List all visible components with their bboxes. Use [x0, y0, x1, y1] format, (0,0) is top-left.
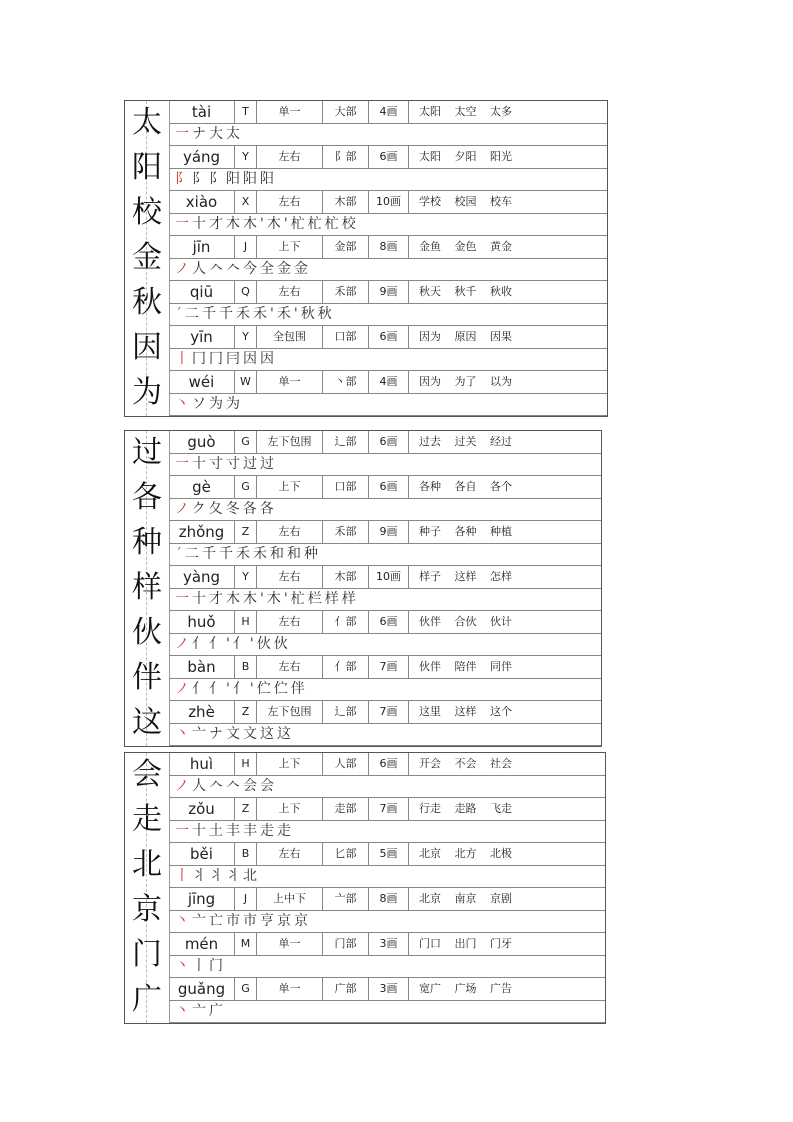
stroke-order-sequence: ノク夂冬各各 [175, 501, 277, 517]
initial-letter-cell: Y [235, 566, 257, 588]
stroke-order-sequence: 一十寸寸过过 [175, 456, 277, 472]
pinyin-cell: tài [169, 101, 235, 123]
pinyin-cell: huǒ [169, 611, 235, 633]
stroke-order-sequence: ノ人𠆢𠆢今全金金 [175, 261, 311, 277]
info-row [169, 521, 601, 544]
large-character: 伴 [132, 660, 162, 695]
stroke-count-cell: 9画 [369, 281, 409, 303]
structure-cell: 上中下 [257, 888, 323, 910]
initial-letter-cell: J [235, 236, 257, 258]
stroke-count-cell: 6画 [369, 753, 409, 775]
stroke-count-cell: 4画 [369, 371, 409, 393]
stroke-order-sequence: 一十才木木'木'杧杧杧校 [175, 216, 359, 232]
stroke-count-cell: 4画 [369, 101, 409, 123]
pinyin-cell: yàng [169, 566, 235, 588]
large-character: 广 [132, 982, 162, 1017]
structure-cell: 全包围 [257, 326, 323, 348]
large-character: 校 [132, 195, 162, 230]
stroke-order-sequence: 一ナ大太 [175, 126, 243, 142]
structure-cell: 左右 [257, 656, 323, 678]
structure-cell: 左右 [257, 611, 323, 633]
character-table-2 [124, 430, 602, 747]
stroke-count-cell: 6画 [369, 431, 409, 453]
radical-cell: 辶部 [323, 701, 369, 723]
radical-cell: 口部 [323, 476, 369, 498]
radical-cell: 大部 [323, 101, 369, 123]
pinyin-cell: jīng [169, 888, 235, 910]
pinyin-cell: guò [169, 431, 235, 453]
initial-letter-cell: Z [235, 701, 257, 723]
large-character: 金 [132, 240, 162, 275]
stroke-order-sequence: 丨丬丬丬北 [175, 868, 260, 884]
structure-cell: 左右 [257, 191, 323, 213]
radical-cell: 门部 [323, 933, 369, 955]
initial-letter-cell: G [235, 476, 257, 498]
structure-cell: 单一 [257, 933, 323, 955]
character-entry [125, 521, 601, 566]
stroke-order-sequence: 丨冂冂冃因因 [175, 351, 277, 367]
stroke-order-sequence: 一十才木木'木'杧栏样样 [175, 591, 359, 607]
initial-letter-cell: Q [235, 281, 257, 303]
stroke-order-row [169, 723, 601, 746]
character-entry [125, 888, 605, 933]
stroke-order-sequence: 丶亠广 [175, 1003, 226, 1019]
stroke-order-sequence: 丶ソ为为 [175, 396, 243, 412]
pinyin-cell: gè [169, 476, 235, 498]
radical-cell: 辶部 [323, 431, 369, 453]
structure-cell: 左右 [257, 146, 323, 168]
stroke-order-row [169, 678, 601, 701]
pinyin-cell: yáng [169, 146, 235, 168]
large-character: 种 [132, 525, 162, 560]
radical-cell: 木部 [323, 191, 369, 213]
example-words-cell: 样子 这样 怎样 [419, 570, 512, 583]
radical-cell: 匕部 [323, 843, 369, 865]
stroke-order-row [169, 820, 605, 843]
info-row [169, 326, 607, 349]
stroke-order-sequence: 丶亠亡市市亨京京 [175, 913, 311, 929]
structure-cell: 左右 [257, 521, 323, 543]
stroke-count-cell: 10画 [369, 191, 409, 213]
info-row [169, 933, 605, 956]
radical-cell: 亠部 [323, 888, 369, 910]
structure-cell: 上下 [257, 476, 323, 498]
character-entry [125, 978, 605, 1023]
radical-cell: 丶部 [323, 371, 369, 393]
large-character: 伙 [132, 615, 162, 650]
info-row [169, 656, 601, 679]
pinyin-cell: xiào [169, 191, 235, 213]
large-character: 为 [132, 375, 162, 410]
stroke-order-sequence: ノ亻亻'亻'伙伙 [175, 636, 291, 652]
structure-cell: 左下包围 [257, 701, 323, 723]
large-character: 各 [132, 480, 162, 515]
initial-letter-cell: M [235, 933, 257, 955]
stroke-order-row [169, 453, 601, 476]
pinyin-cell: běi [169, 843, 235, 865]
character-entry [125, 701, 601, 746]
stroke-order-sequence: 阝阝阝阳阳阳 [175, 171, 277, 187]
initial-letter-cell: G [235, 431, 257, 453]
character-entry [125, 191, 607, 236]
radical-cell: 禾部 [323, 281, 369, 303]
stroke-order-row [169, 775, 605, 798]
stroke-order-row [169, 393, 607, 416]
character-entry [125, 431, 601, 476]
stroke-order-row [169, 498, 601, 521]
initial-letter-cell: B [235, 656, 257, 678]
stroke-count-cell: 6画 [369, 476, 409, 498]
info-row [169, 566, 601, 589]
structure-cell: 单一 [257, 371, 323, 393]
example-words-cell: 学校 校园 校车 [419, 195, 512, 208]
stroke-count-cell: 6画 [369, 611, 409, 633]
character-entry [125, 476, 601, 521]
large-character: 阳 [132, 150, 162, 185]
stroke-order-row [169, 123, 607, 146]
example-words-cell: 各种 各自 各个 [419, 480, 512, 493]
initial-letter-cell: J [235, 888, 257, 910]
character-entry [125, 753, 605, 798]
stroke-order-row [169, 633, 601, 656]
stroke-order-row [169, 1000, 605, 1023]
example-words-cell: 因为 原因 因果 [419, 330, 512, 343]
character-table-3 [124, 752, 606, 1024]
character-entry [125, 611, 601, 656]
stroke-count-cell: 8画 [369, 888, 409, 910]
large-character: 京 [132, 892, 162, 927]
large-character: 门 [132, 937, 162, 972]
stroke-count-cell: 3画 [369, 978, 409, 1000]
stroke-order-sequence: ノ亻亻'亻'伫伫伴 [175, 681, 308, 697]
stroke-count-cell: 6画 [369, 146, 409, 168]
example-words-cell: 北京 北方 北极 [419, 847, 512, 860]
info-row [169, 281, 607, 304]
info-row [169, 978, 605, 1001]
large-character: 这 [132, 705, 162, 740]
stroke-order-row [169, 168, 607, 191]
character-entry [125, 326, 607, 371]
pinyin-cell: huì [169, 753, 235, 775]
stroke-order-row [169, 543, 601, 566]
structure-cell: 单一 [257, 101, 323, 123]
initial-letter-cell: Y [235, 146, 257, 168]
stroke-count-cell: 3画 [369, 933, 409, 955]
large-character: 样 [132, 570, 162, 605]
character-entry [125, 371, 607, 416]
character-entry [125, 236, 607, 281]
pinyin-cell: jīn [169, 236, 235, 258]
character-entry [125, 281, 607, 326]
initial-letter-cell: G [235, 978, 257, 1000]
stroke-order-row [169, 865, 605, 888]
stroke-order-row [169, 910, 605, 933]
example-words-cell: 宽广 广场 广告 [419, 982, 512, 995]
example-words-cell: 金鱼 金色 黄金 [419, 240, 512, 253]
structure-cell: 左下包围 [257, 431, 323, 453]
structure-cell: 左右 [257, 843, 323, 865]
structure-cell: 单一 [257, 978, 323, 1000]
character-entry [125, 566, 601, 611]
radical-cell: 走部 [323, 798, 369, 820]
info-row [169, 798, 605, 821]
structure-cell: 上下 [257, 798, 323, 820]
stroke-count-cell: 5画 [369, 843, 409, 865]
stroke-count-cell: 10画 [369, 566, 409, 588]
character-table-1 [124, 100, 608, 417]
example-words-cell: 这里 这样 这个 [419, 705, 512, 718]
example-words-cell: 开会 不会 社会 [419, 757, 512, 770]
character-entry [125, 798, 605, 843]
example-words-cell: 行走 走路 飞走 [419, 802, 512, 815]
initial-letter-cell: H [235, 753, 257, 775]
pinyin-cell: wéi [169, 371, 235, 393]
character-entry [125, 843, 605, 888]
stroke-order-row [169, 348, 607, 371]
initial-letter-cell: X [235, 191, 257, 213]
stroke-order-sequence: 丶亠ナ文文这这 [175, 726, 294, 742]
example-words-cell: 过去 过关 经过 [419, 435, 512, 448]
character-entry [125, 101, 607, 146]
info-row [169, 236, 607, 259]
pinyin-cell: zhè [169, 701, 235, 723]
info-row [169, 701, 601, 724]
stroke-order-sequence: 一十土丰丰走走 [175, 823, 294, 839]
stroke-count-cell: 8画 [369, 236, 409, 258]
stroke-order-row [169, 303, 607, 326]
stroke-order-sequence: ˊ二千千禾禾'禾'秋秋 [175, 306, 335, 322]
pinyin-cell: bàn [169, 656, 235, 678]
large-character: 会 [132, 757, 162, 792]
pinyin-cell: yīn [169, 326, 235, 348]
initial-letter-cell: Y [235, 326, 257, 348]
radical-cell: 人部 [323, 753, 369, 775]
pinyin-cell: mén [169, 933, 235, 955]
info-row [169, 843, 605, 866]
character-entry [125, 146, 607, 191]
pinyin-cell: zhǒng [169, 521, 235, 543]
stroke-order-row [169, 258, 607, 281]
initial-letter-cell: B [235, 843, 257, 865]
stroke-count-cell: 7画 [369, 656, 409, 678]
stroke-count-cell: 7画 [369, 701, 409, 723]
radical-cell: 广部 [323, 978, 369, 1000]
example-words-cell: 北京 南京 京剧 [419, 892, 512, 905]
radical-cell: 金部 [323, 236, 369, 258]
structure-cell: 上下 [257, 236, 323, 258]
structure-cell: 左右 [257, 281, 323, 303]
radical-cell: 亻部 [323, 656, 369, 678]
initial-letter-cell: Z [235, 798, 257, 820]
info-row [169, 753, 605, 776]
info-row [169, 431, 601, 454]
pinyin-cell: qiū [169, 281, 235, 303]
structure-cell: 上下 [257, 753, 323, 775]
example-words-cell: 太阳 夕阳 阳光 [419, 150, 512, 163]
example-words-cell: 秋天 秋千 秋收 [419, 285, 512, 298]
initial-letter-cell: Z [235, 521, 257, 543]
stroke-count-cell: 6画 [369, 326, 409, 348]
example-words-cell: 因为 为了 以为 [419, 375, 512, 388]
info-row [169, 191, 607, 214]
stroke-order-row [169, 588, 601, 611]
large-character: 过 [132, 435, 162, 470]
initial-letter-cell: H [235, 611, 257, 633]
initial-letter-cell: W [235, 371, 257, 393]
radical-cell: 阝部 [323, 146, 369, 168]
initial-letter-cell: T [235, 101, 257, 123]
large-character: 秋 [132, 285, 162, 320]
large-character: 因 [132, 330, 162, 365]
example-words-cell: 种子 各种 种植 [419, 525, 512, 538]
info-row [169, 371, 607, 394]
stroke-count-cell: 7画 [369, 798, 409, 820]
large-character: 走 [132, 802, 162, 837]
example-words-cell: 太阳 太空 太多 [419, 105, 512, 118]
info-row [169, 476, 601, 499]
pinyin-cell: guǎng [169, 978, 235, 1000]
stroke-order-row [169, 213, 607, 236]
info-row [169, 146, 607, 169]
large-character: 北 [132, 847, 162, 882]
stroke-count-cell: 9画 [369, 521, 409, 543]
pinyin-cell: zǒu [169, 798, 235, 820]
radical-cell: 口部 [323, 326, 369, 348]
character-entry [125, 656, 601, 701]
info-row [169, 101, 607, 124]
stroke-order-row [169, 955, 605, 978]
radical-cell: 禾部 [323, 521, 369, 543]
info-row [169, 888, 605, 911]
character-entry [125, 933, 605, 978]
radical-cell: 木部 [323, 566, 369, 588]
stroke-order-sequence: ˊ二千千禾禾和和种 [175, 546, 321, 562]
info-row [169, 611, 601, 634]
stroke-order-sequence: 丶丨门 [175, 958, 226, 974]
example-words-cell: 门口 出门 门牙 [419, 937, 512, 950]
stroke-order-sequence: ノ人𠆢𠆢会会 [175, 778, 277, 794]
example-words-cell: 伙伴 合伙 伙计 [419, 615, 512, 628]
large-character: 太 [132, 105, 162, 140]
example-words-cell: 伙伴 陪伴 同伴 [419, 660, 512, 673]
radical-cell: 亻部 [323, 611, 369, 633]
structure-cell: 左右 [257, 566, 323, 588]
